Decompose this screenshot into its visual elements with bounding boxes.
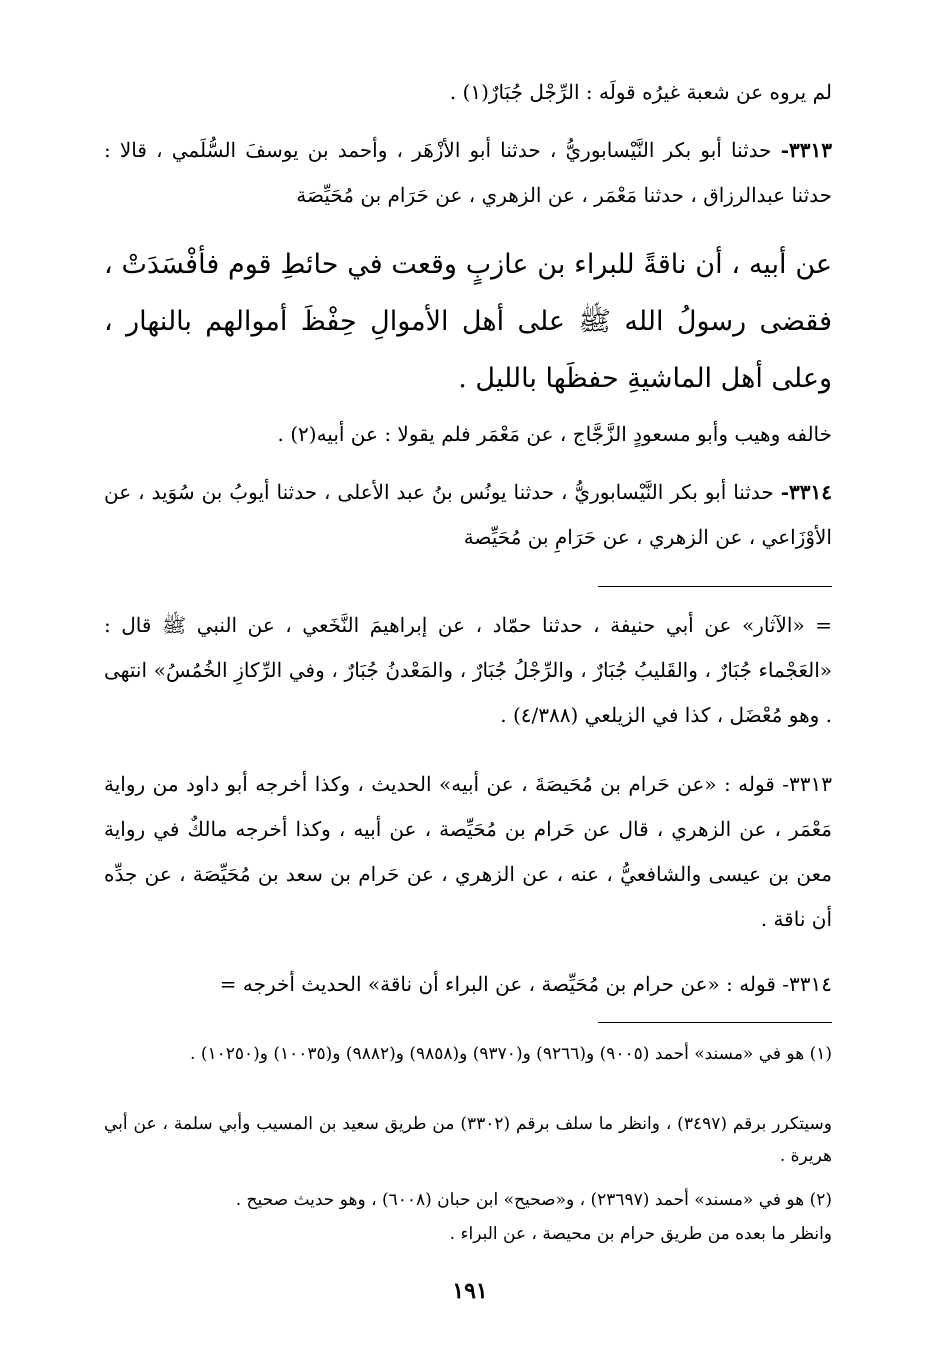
- note-text: خالفه وهيب وأبو مسعودٍ الزَّجَّاج ، عن مَعْمَر فلم يقولا : عن أبيه(٢) .: [277, 422, 832, 446]
- commentary-continued: [104, 603, 832, 738]
- hadith-3314-isnad: [104, 470, 832, 560]
- commentary-3313: [104, 762, 832, 942]
- matn-text: عن أبيه ، أن ناقةً للبراء بن عازبٍ وقعت في حائطِ قوم فأفْسَدَتْ ، فقضى رسولُ الله ﷺ على أهل الأموالِ حِفْظَ أموالهم بالنهار ، وعلى أهل الماشيةِ حفظَها بالليل .: [104, 249, 832, 394]
- footnote-divider: [598, 1022, 832, 1023]
- commentary-3314: [104, 962, 832, 1007]
- continuation-text: لم يروه عن شعبة غيرُه قولَه : الرِّجْل جُبَارٌ(١) .: [449, 80, 832, 104]
- hadith-3313-isnad: [104, 128, 832, 218]
- commentary-text: ٣٣١٤- قوله : «عن حرام بن مُحَيِّصة ، عن البراء أن ناقة» الحديث أخرجه =: [219, 972, 832, 996]
- footnote-text: (١) هو في «مسند» أحمد (٩٠٠٥) و(٩٢٦٦) و(٩٣٧٠) و(٩٨٥٨) و(٩٨٨٢) و(١٠٠٣٥) و(١٠٢٥٠) .: [190, 1044, 832, 1064]
- hadith-number: ٣٣١٤-: [780, 480, 832, 504]
- footnote-2-cont: [104, 1218, 832, 1250]
- footnote-text: وانظر ما بعده من طريق حرام بن محيصة ، عن البراء .: [449, 1224, 832, 1244]
- isnad-text: حدثنا أبو بكر النَّيْسابوريُّ ، حدثنا أبو الأزْهَر ، وأحمد بن يوسفَ السُّلَمي ، قالا : حدثنا عبدالرزاق ، حدثنا مَعْمَر ، عن الزهري ، عن حَرَام بن مُحَيِّصَة: [104, 138, 832, 207]
- footnote-text: (٢) هو في «مسند» أحمد (٢٣٦٩٧) ، و«صحيح» ابن حبان (٦٠٠٨) ، وهو حديث صحيح .: [235, 1190, 832, 1210]
- footnote-2: [104, 1184, 832, 1216]
- footnote-1: [104, 1038, 832, 1070]
- footnote-text: وسيتكرر برقم (٣٤٩٧) ، وانظر ما سلف برقم (٣٣٠٢) من طريق سعيد بن المسيب وأبي سلمة ، عن أبي هريرة .: [104, 1114, 832, 1166]
- isnad-text: حدثنا أبو بكر النَّيْسابوريُّ ، حدثنا يونُس بنُ عبد الأعلى ، حدثنا أيوبُ بن سُوَيد ، عن الأوْزَاعي ، عن الزهري ، عن حَرَامِ بن مُحَيِّصة: [104, 480, 832, 549]
- hadith-number: ٣٣١٣-: [780, 138, 832, 162]
- commentary-text: ٣٣١٣- قوله : «عن حَرام بن مُحَيصَةَ ، عن أبيه» الحديث ، وكذا أخرجه أبو داود من رواية مَعْمَر ، عن الزهري ، قال عن حَرام بن مُحَيِّصة ، عن أبيه ، وكذا أخرجه مالكٌ في رواية معن بن عيسى والشافعيُّ ، عنه ، عن الزهري ، عن حَرام بن سعد بن مُحَيِّصَة ، عن جدِّه أن ناقة .: [104, 772, 833, 931]
- continuation-line: [104, 70, 832, 115]
- footnote-1-cont: [104, 1108, 832, 1172]
- hadith-3313-note: [104, 412, 832, 457]
- page-number: ١٩١: [452, 1278, 488, 1304]
- section-divider: [598, 586, 832, 587]
- hadith-3313-matn: [104, 236, 832, 407]
- commentary-text: = «الآثار» عن أبي حنيفة ، حدثنا حمّاد ، عن إبراهيمَ النَّخَعي ، عن النبي ﷺ قال : «العَجْماء جُبَارٌ ، والقَليبُ جُبَارٌ ، والرِّجْلُ جُبَارٌ ، والمَعْدنُ جُبَارٌ ، وفي الرِّكازِ الخُمُسُ» انتهى . وهو مُعْضَل ، كذا في الزيلعي (٤/٣٨٨) .: [104, 613, 832, 727]
